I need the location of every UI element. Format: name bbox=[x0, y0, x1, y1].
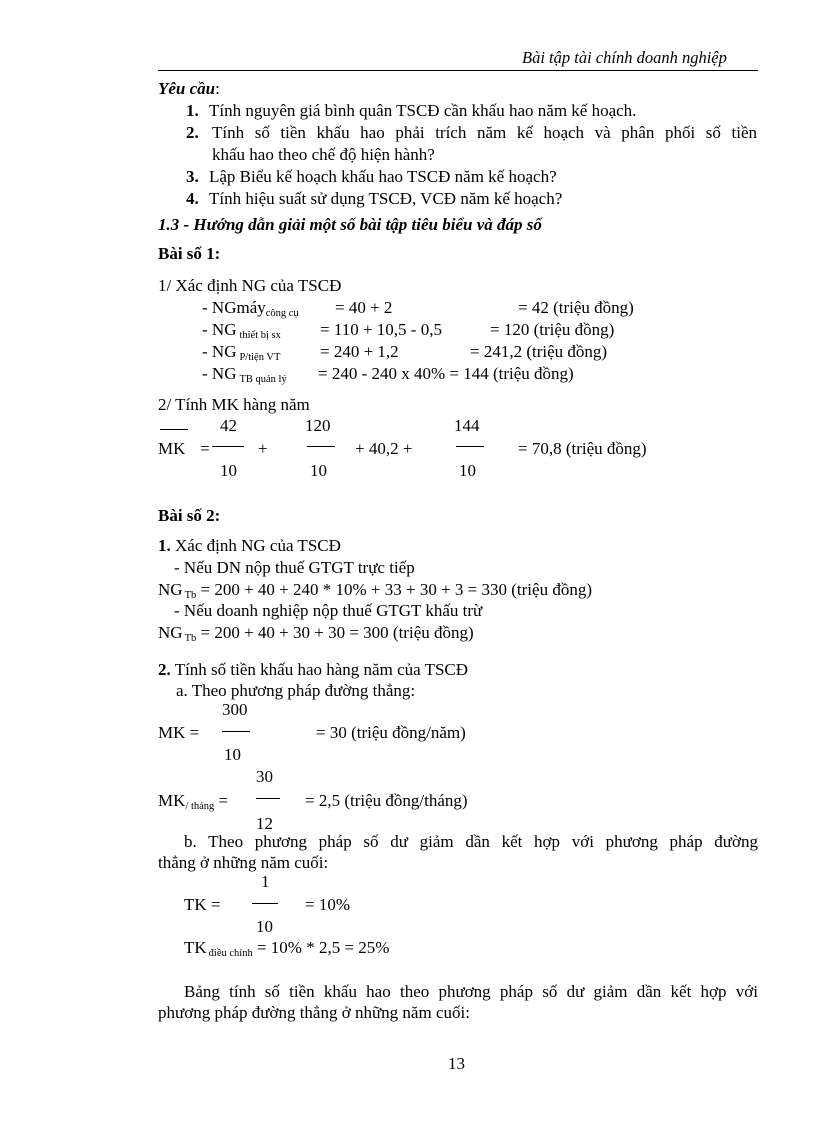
mk-fraction-bar-1 bbox=[212, 446, 244, 447]
mk-denominator-2: 10 bbox=[310, 461, 327, 480]
ng-subscript: công cụ bbox=[265, 308, 299, 319]
requirement-num: 3. bbox=[186, 167, 199, 186]
requirement-item-4 bbox=[186, 190, 562, 207]
requirement-text-2-cont: khấu hao theo chế độ hiện hành? bbox=[212, 145, 435, 164]
ng-line-2 bbox=[202, 321, 281, 339]
step-text: Xác định NG của TSCĐ bbox=[170, 536, 341, 555]
mk-label: MK bbox=[158, 791, 186, 810]
requirement-num: 1. bbox=[186, 101, 199, 120]
mk-fraction-bar-2 bbox=[307, 446, 335, 447]
ng-line-3-expr: = 240 + 1,2 bbox=[320, 342, 399, 361]
closing-paragraph-line-2: phương pháp đường thẳng ở những năm cuối: bbox=[158, 1003, 470, 1022]
tk-result: = 10% bbox=[305, 895, 350, 914]
mk-middle-term: + 40,2 + bbox=[355, 439, 413, 458]
mk-monthly-numerator: 30 bbox=[256, 767, 273, 786]
requirement-item-2 bbox=[186, 124, 199, 141]
ng-line-3 bbox=[202, 343, 280, 361]
requirement-num: 4. bbox=[186, 189, 199, 208]
closing-paragraph-line-1: Bảng tính số tiền khấu hao theo phương pháp số dư giảm dần kết hợp với bbox=[184, 982, 758, 1001]
requirement-text-2: Tính số tiền khấu hao phải trích năm kế hoạch và phân phối số tiền bbox=[212, 123, 757, 142]
ng-subscript: TB quản lý bbox=[239, 374, 287, 385]
mk-numerator-2: 120 bbox=[305, 416, 331, 435]
ng-line-1-expr: = 40 + 2 bbox=[335, 298, 393, 317]
requirement-text: Tính hiệu suất sử dụng TSCĐ, VCĐ năm kế hoạch? bbox=[209, 189, 563, 208]
ng-expression: = 200 + 40 + 30 + 30 = 300 (triệu đồng) bbox=[196, 623, 474, 642]
exercise-2-step-2 bbox=[158, 661, 468, 678]
ng-line-4-expr: = 240 - 240 x 40% = 144 (triệu đồng) bbox=[318, 364, 574, 383]
ng-line-1 bbox=[202, 299, 299, 317]
step-number: 1. bbox=[158, 536, 171, 555]
mk-monthly-result: = 2,5 (triệu đồng/tháng) bbox=[305, 791, 468, 810]
requirements-label: Yêu cầu bbox=[158, 79, 216, 98]
header-rule bbox=[158, 70, 758, 71]
ng-label: - NG bbox=[202, 320, 237, 339]
ng-subscript: thiết bị sx bbox=[239, 330, 281, 341]
requirements-colon: : bbox=[215, 79, 220, 98]
ng-tb-deduction bbox=[158, 624, 474, 642]
section-title: 1.3 - Hướng dẫn giải một số bài tập tiêu biểu và đáp số bbox=[158, 215, 542, 234]
mk-lhs: MK bbox=[158, 439, 186, 458]
mk-annual-result: = 30 (triệu đồng/năm) bbox=[316, 723, 466, 742]
exercise-2-step-1 bbox=[158, 537, 341, 554]
requirement-item-1 bbox=[186, 102, 636, 119]
mk-monthly-fraction-bar bbox=[256, 798, 280, 799]
mk-annual-lhs: MK = bbox=[158, 723, 200, 742]
ng-line-2-result: = 120 (triệu đồng) bbox=[490, 320, 615, 339]
step-text: Tính số tiền khấu hao hàng năm của TSCĐ bbox=[170, 660, 469, 679]
mk-result: = 70,8 (triệu đồng) bbox=[518, 439, 647, 458]
ng-label: NG bbox=[158, 580, 183, 599]
ng-label: - NG bbox=[202, 364, 237, 383]
method-b-line-2: thẳng ở những năm cuối: bbox=[158, 853, 329, 872]
requirement-text: Tính nguyên giá bình quân TSCĐ cần khấu hao năm kế hoạch. bbox=[209, 101, 637, 120]
tk-lhs: TK = bbox=[184, 895, 221, 914]
mk-annual-denominator: 10 bbox=[224, 745, 241, 764]
mk-fraction-bar-3 bbox=[456, 446, 484, 447]
tk-expression: = 10% * 2,5 = 25% bbox=[252, 938, 390, 957]
page-number: 13 bbox=[448, 1054, 465, 1073]
mk-subscript: / tháng bbox=[185, 801, 215, 812]
ng-line-3-result: = 241,2 (triệu đồng) bbox=[470, 342, 608, 361]
tk-denominator: 10 bbox=[256, 917, 273, 936]
ng-label: NG bbox=[158, 623, 183, 642]
requirement-num: 2. bbox=[186, 123, 199, 142]
mk-eq: = bbox=[200, 439, 210, 458]
ng-label: - NGmáy bbox=[202, 298, 266, 317]
requirements-heading bbox=[158, 80, 220, 97]
tk-subscript: điều chỉnh bbox=[208, 948, 253, 959]
ng-label: - NG bbox=[202, 342, 237, 361]
mk-monthly-denominator: 12 bbox=[256, 814, 273, 833]
mk-numerator-3: 144 bbox=[454, 416, 480, 435]
ng-tb-direct bbox=[158, 581, 592, 599]
mk-annual-numerator: 300 bbox=[222, 700, 248, 719]
ng-subscript: Tb bbox=[184, 590, 197, 601]
tk-label: TK bbox=[184, 938, 207, 957]
ng-expression: = 200 + 40 + 240 * 10% + 33 + 30 + 3 = 330 (triệu đồng) bbox=[196, 580, 592, 599]
ng-line-4 bbox=[202, 365, 287, 383]
mk-denominator-3: 10 bbox=[459, 461, 476, 480]
mk-overline bbox=[160, 429, 188, 430]
mk-monthly-lhs bbox=[158, 792, 228, 810]
mk-eq: = bbox=[214, 791, 229, 810]
method-a-label: a. Theo phương pháp đường thẳng: bbox=[176, 681, 416, 700]
mk-numerator-1: 42 bbox=[220, 416, 237, 435]
ng-subscript: P/tiện VT bbox=[239, 352, 281, 363]
step-number: 2. bbox=[158, 660, 171, 679]
mk-annual-fraction-bar bbox=[222, 731, 250, 732]
requirement-text: Lập Biểu kế hoạch khấu hao TSCĐ năm kế hoạch? bbox=[209, 167, 557, 186]
running-header: Bài tập tài chính doanh nghiệp bbox=[522, 48, 727, 67]
tk-adjusted bbox=[184, 939, 389, 957]
ng-subscript: Tb bbox=[184, 633, 197, 644]
mk-plus-1: + bbox=[258, 439, 268, 458]
case-direct-vat: - Nếu DN nộp thuế GTGT trực tiếp bbox=[174, 558, 415, 577]
method-b-line-1: b. Theo phương pháp số dư giảm dần kết hợp với phương pháp đường bbox=[184, 832, 758, 851]
requirement-item-3 bbox=[186, 168, 557, 185]
ng-line-1-result: = 42 (triệu đồng) bbox=[518, 298, 634, 317]
exercise-1-step-1: 1/ Xác định NG của TSCĐ bbox=[158, 276, 342, 295]
tk-numerator: 1 bbox=[261, 872, 270, 891]
exercise-1-title: Bài số 1: bbox=[158, 244, 221, 263]
exercise-1-step-2: 2/ Tính MK hàng năm bbox=[158, 395, 310, 414]
mk-denominator-1: 10 bbox=[220, 461, 237, 480]
case-deduction-vat: - Nếu doanh nghiệp nộp thuế GTGT khấu trừ bbox=[174, 601, 483, 620]
tk-fraction-bar bbox=[252, 903, 278, 904]
exercise-2-title: Bài số 2: bbox=[158, 506, 221, 525]
ng-line-2-expr: = 110 + 10,5 - 0,5 bbox=[320, 320, 442, 339]
